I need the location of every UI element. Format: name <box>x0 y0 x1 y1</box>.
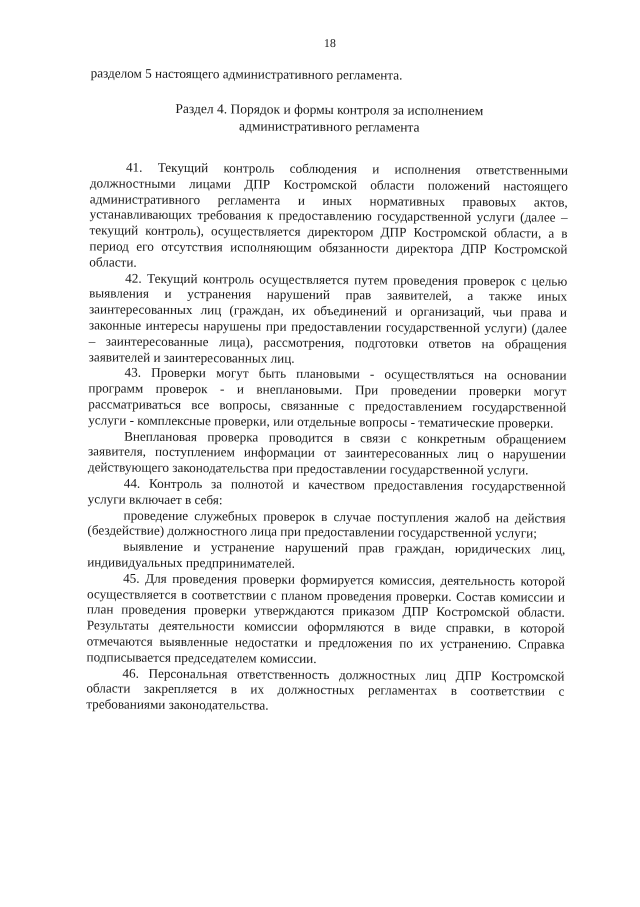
page-number: 18 <box>323 36 336 51</box>
paragraph-44-item-2: выявление и устранение нарушений прав граждан, юридических лиц, индивидуальных предпринимателей. <box>87 538 566 571</box>
paragraph-43: 43. Проверки могут быть плановыми - осуществляться на основании программ проверок - и внеплановыми. При проведении проверки могут рассматриваться все вопросы, связанные с предоставлением государственной услуги - комплексные проверки, или отдельные вопросы - тематические проверки. <box>88 364 567 431</box>
intro-line: разделом 5 настоящего административного регламента. <box>90 65 403 83</box>
section-heading-line-2: административного регламента <box>238 118 420 135</box>
section-heading <box>90 99 568 136</box>
section-heading-line-1: Раздел 4. Порядок и формы контроля за исполнением <box>175 100 484 119</box>
paragraph-44: 44. Контроль за полнотой и качеством предоставления государственной услуги включает в себя: <box>87 475 566 508</box>
paragraph-45: 45. Для проведения проверки формируется комиссия, деятельность которой осуществляется в соответствии с планом проведения проверки. Состав комиссии и план проведения проверки утверждаются приказом ДПР Костромской области. Результаты деятельности комиссии оформляются в виде справки, в которой отмечаются выявленные недостатки и предложения по их устранению. Справка подписывается председателем комиссии. <box>86 570 566 666</box>
paragraph-44-item-1: проведение служебных проверок в случае поступления жалоб на действия (бездействие) должностного лица при предоставлении государственной услуги; <box>87 507 566 541</box>
paragraph-41: 41. Текущий контроль соблюдения и исполнения ответственными должностными лицами ДПР Костромской области положений настоящего административного регламента и иных нормативных правовых актов, устанавливающих требования к предоставлению государственной услуги (далее – текущий контроль), осуществляется директором ДПР Костромской области, а в период его отсутствия исполняющим обязанности директора ДПР Костромской области. <box>89 159 569 270</box>
paragraph-46: 46. Персональная ответственность должностных лиц ДПР Костромской области закрепляется в их должностных регламентах в соответствии с требованиями законодательства. <box>86 665 565 713</box>
paragraph-unscheduled-check: Внеплановая проверка проводится в связи с конкретным обращением заявителя, поступлением информации от заинтересованных лиц о нарушении действующего законодательства при предоставлении государственной услуги. <box>87 428 567 478</box>
paragraph-42: 42. Текущий контроль осуществляется путем проведения проверок с целью выявления и устранения нарушений прав заявителей, а также иных заинтересованных лиц (граждан, их объединений и организаций, чьи права и законные интересы нарушены при предоставлении государственной услуги) (далее – заинтересованные лица), рассмотрения, подготовки ответов на обращения заявителей и заинтересованных лиц. <box>88 270 568 366</box>
